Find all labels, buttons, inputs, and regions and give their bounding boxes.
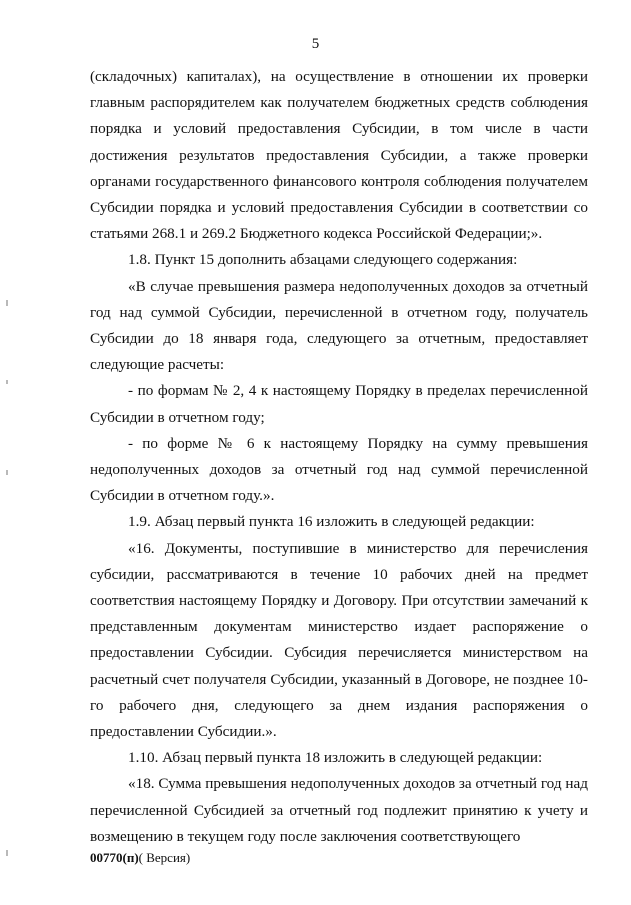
document-code: 00770(п) — [90, 850, 139, 865]
paragraph-7: «16. Документы, поступившие в министерство для перечисления субсидии, рассматриваются в течение 10 рабочих дней на предмет соответствия настоящему Порядку и Договору. При отсутствии замечаний к представленным документам министерство издает распоряжение о предоставлении Субсидии. Субсидия перечисляется министерством на расчетный счет получателя Субсидии, указанный в Договоре, не позднее 10-го рабочего дня, следующего за днем издания распоряжения о предоставлении Субсидии.». — [90, 539, 588, 741]
paragraph-3: «В случае превышения размера недополученных доходов за отчетный год над суммой Субсидии, перечисленной в отчетном году, получатель Субсидии до 18 января года, следующего за отчетным, предоставляет следующие расчеты: — [90, 277, 588, 374]
scan-margin-mark — [6, 850, 8, 856]
scan-margin-mark — [6, 470, 8, 475]
paragraph-2: 1.8. Пункт 15 дополнить абзацами следующего содержания: — [128, 251, 518, 269]
page-number: 5 — [311, 36, 320, 52]
paragraph-9: «18. Сумма превышения недополученных доходов за отчетный год над перечисленной Субсидией за отчетный год подлежит принятию к учету и возмещению в текущем году после заключения соответствующего — [90, 775, 588, 845]
paragraph-1: (складочных) капиталах), на осуществление в отношении их проверки главным распорядителем как получателем бюджетных средств соблюдения порядка и условий предоставления Субсидии, в том числе в части достижения результатов предоставления Субсидии, а также проверки органами государственного финансового контроля соблюдения получателем Субсидии порядка и условий предоставления Субсидии в соответствии со статьями 268.1 и 269.2 Бюджетного кодекса Российской Федерации;». — [90, 68, 588, 243]
paragraph-4: - по формам № 2, 4 к настоящему Порядку в пределах перечисленной Субсидии в отчетном году; — [90, 382, 588, 426]
paragraph-8: 1.10. Абзац первый пункта 18 изложить в следующей редакции: — [128, 749, 543, 767]
document-body — [90, 64, 588, 850]
document-version-label: ( Версия) — [138, 850, 191, 865]
scan-margin-mark — [6, 380, 8, 384]
document-footer — [90, 850, 190, 866]
paragraph-6: 1.9. Абзац первый пункта 16 изложить в следующей редакции: — [128, 513, 535, 531]
paragraph-5: - по форме № 6 к настоящему Порядку на сумму превышения недополученных доходов за отчетный год над суммой перечисленной Субсидии в отчетном году.». — [90, 434, 588, 505]
scan-margin-mark — [6, 300, 8, 306]
